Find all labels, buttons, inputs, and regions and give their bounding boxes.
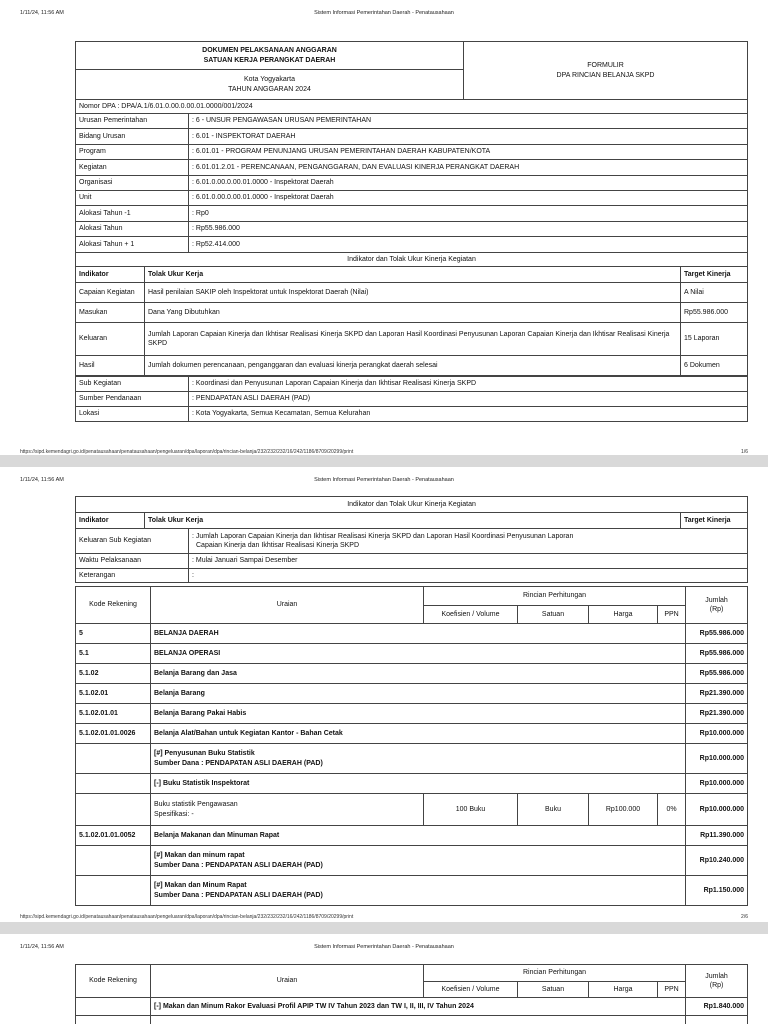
table-row <box>76 744 748 774</box>
col-satuan: Satuan <box>518 606 589 624</box>
table-row <box>76 724 748 744</box>
group-jumlah: Rp10.240.000 <box>686 846 748 876</box>
page-3 <box>0 934 768 1024</box>
jumlah-cell: Rp55.986.000 <box>686 644 748 664</box>
uraian-cell: Belanja Alat/Bahan untuk Kegiatan Kantor - Bahan Cetak <box>151 724 686 744</box>
col-harga: Harga <box>589 606 658 624</box>
table-row <box>76 774 748 794</box>
indikator-row <box>76 283 748 303</box>
print-timestamp: 1/11/24, 11:56 AM <box>20 944 64 950</box>
col-kode-rekening: Kode Rekening <box>76 965 151 998</box>
col-koefisien: Koefisien / Volume <box>424 982 518 998</box>
info-value: : 6.01.0.00.0.00.01.0000 - Inspektorat Daerah <box>189 190 748 205</box>
jumlah-cell: Rp55.986.000 <box>686 624 748 644</box>
info-label: Organisasi <box>76 175 189 190</box>
col-jumlah: Jumlah (Rp) <box>686 965 748 998</box>
jumlah-cell: Rp11.390.000 <box>686 826 748 846</box>
col-jumlah: Jumlah (Rp) <box>686 587 748 624</box>
info-value: : Rp0 <box>189 206 748 221</box>
table-row <box>76 826 748 846</box>
table-row <box>76 998 748 1016</box>
print-title: Sistem Informasi Pemerintahan Daerah - Penatausahaan <box>314 944 454 950</box>
uraian-cell: Belanja Barang dan Jasa <box>151 664 686 684</box>
info-row <box>76 144 748 159</box>
info-value: : 6 - UNSUR PENGAWASAN URUSAN PEMERINTAHAN <box>189 114 748 129</box>
group-penyusunan-buku: [#] Penyusunan Buku Statistik Sumber Dana : PENDAPATAN ASLI DAERAH (PAD) <box>151 744 686 774</box>
indikator-row <box>76 323 748 356</box>
col-target-kinerja: Target Kinerja <box>681 267 748 283</box>
sub-info-value: : Koordinasi dan Penyusunan Laporan Capaian Kinerja dan Ikhtisar Realisasi Kinerja SKPD <box>189 377 748 392</box>
col-rincian-perhitungan: Rincian Perhitungan <box>424 587 686 606</box>
col-rincian-perhitungan: Rincian Perhitungan <box>424 965 686 982</box>
info-value: : 6.01.01 - PROGRAM PENUNJANG URUSAN PEMERINTAHAN DAERAH KABUPATEN/KOTA <box>189 144 748 159</box>
indikator-cell: Masukan <box>76 303 145 323</box>
form-block <box>464 42 748 100</box>
sub-info-row <box>76 377 748 392</box>
group-jumlah: Rp1.150.000 <box>686 876 748 906</box>
info-value: : 6.01.01.2.01 - PERENCANAAN, PENGANGGARAN, DAN EVALUASI KINERJA PERANGKAT DAERAH <box>189 160 748 175</box>
group-jumlah: Rp10.000.000 <box>686 744 748 774</box>
col-ppn: PPN <box>658 606 686 624</box>
sub-info-label: Sub Kegiatan <box>76 377 189 392</box>
info-row <box>76 160 748 175</box>
item-uraian: Buku statistik Pengawasan Spesifikasi: - <box>151 794 424 826</box>
dpa-header-table <box>75 41 748 100</box>
sub-info-label: Sumber Pendanaan <box>76 392 189 407</box>
rincian-table <box>75 586 748 906</box>
print-timestamp: 1/11/24, 11:56 AM <box>20 10 64 16</box>
nomor-dpa: Nomor DPA : DPA/A.1/6.01.0.00.0.00.01.0000/001/2024 <box>76 100 748 114</box>
sub-info-row <box>76 392 748 407</box>
col-uraian: Uraian <box>151 587 424 624</box>
kode-cell: 5.1.02.01.01.0026 <box>76 724 151 744</box>
indikator-row <box>76 303 748 323</box>
info-label: Alokasi Tahun <box>76 221 189 236</box>
col-tolak-ukur: Tolak Ukur Kerja <box>145 513 681 529</box>
city: Kota Yogyakarta <box>244 76 295 84</box>
page-number: 2/6 <box>741 914 748 920</box>
indikator-cell: Keluaran <box>76 323 145 356</box>
sub-info-table <box>75 376 748 422</box>
info-row <box>76 129 748 144</box>
info-row <box>76 237 748 252</box>
indikator-section-title: Indikator dan Tolak Ukur Kinerja Kegiatan <box>76 497 748 513</box>
col-tolak-ukur: Tolak Ukur Kerja <box>145 267 681 283</box>
kode-cell: 5.1.02 <box>76 664 151 684</box>
keterangan-label: Keterangan <box>76 569 189 583</box>
indikator-row <box>76 356 748 376</box>
info-label: Urusan Pemerintahan <box>76 114 189 129</box>
table-row <box>76 704 748 724</box>
dpa-info-table <box>75 99 748 114</box>
sub-info-value: : Kota Yogyakarta, Semua Kecamatan, Semua Kelurahan <box>189 407 748 422</box>
info-label: Program <box>76 144 189 159</box>
sub-info-value: : PENDAPATAN ASLI DAERAH (PAD) <box>189 392 748 407</box>
item-ppn: 0% <box>658 794 686 826</box>
tolak-ukur-cell: Jumlah Laporan Capaian Kinerja dan Ikhtisar Realisasi Kinerja SKPD dan Laporan Hasil Koordinasi Penyusunan Laporan Capaian Kinerja dan Ikhtisar Realisasi Kinerja SKPD <box>145 323 681 356</box>
uraian-cell: Belanja Barang Pakai Habis <box>151 704 686 724</box>
target-cell: 6 Dokumen <box>681 356 748 376</box>
table-row <box>76 846 748 876</box>
table-row <box>76 624 748 644</box>
jumlah-cell: Rp10.000.000 <box>686 724 748 744</box>
tolak-ukur-cell: Dana Yang Dibutuhkan <box>145 303 681 323</box>
info-label: Bidang Urusan <box>76 129 189 144</box>
col-indikator: Indikator <box>76 513 145 529</box>
info-value: : Rp55.986.000 <box>189 221 748 236</box>
info-value: : Rp52.414.000 <box>189 237 748 252</box>
fiscal-year: TAHUN ANGGARAN 2024 <box>228 85 311 93</box>
uraian-cell: BELANJA OPERASI <box>151 644 686 664</box>
table-row <box>76 644 748 664</box>
col-satuan: Satuan <box>518 982 589 998</box>
uraian-cell: BELANJA DAERAH <box>151 624 686 644</box>
sub-info-label: Lokasi <box>76 407 189 422</box>
info-label: Alokasi Tahun + 1 <box>76 237 189 252</box>
form-name: DPA RINCIAN BELANJA SKPD <box>556 71 655 79</box>
keluaran-sub-label: Keluaran Sub Kegiatan <box>76 529 189 554</box>
print-title: Sistem Informasi Pemerintahan Daerah - Penatausahaan <box>314 477 454 483</box>
jumlah-cell: Rp21.390.000 <box>686 704 748 724</box>
indikator-cell: Capaian Kegiatan <box>76 283 145 303</box>
info-label: Kegiatan <box>76 160 189 175</box>
print-url: https://sipd.kemendagri.go.id/penatausahaan/penatausahaan/pengeluaran/dpa/laporan/dpa/rincian-belanja/232/232/232/16/242/1186/8709/20299/print <box>20 449 354 455</box>
group-makan-minum-rapat: [#] Makan dan Minum Rapat Sumber Dana : PENDAPATAN ASLI DAERAH (PAD) <box>151 876 686 906</box>
col-target-kinerja: Target Kinerja <box>681 513 748 529</box>
target-cell: Rp55.986.000 <box>681 303 748 323</box>
uraian-cell: Belanja Barang <box>151 684 686 704</box>
subgroup-jumlah: Rp1.840.000 <box>686 998 748 1016</box>
table-row <box>76 876 748 906</box>
target-cell: A Nilai <box>681 283 748 303</box>
item-harga: Rp100.000 <box>589 794 658 826</box>
info-row <box>76 190 748 205</box>
kode-cell: 5.1.02.01.01 <box>76 704 151 724</box>
table-row <box>76 1016 748 1024</box>
indikator-table-2 <box>75 496 748 583</box>
kode-cell: 5.1.02.01.01.0052 <box>76 826 151 846</box>
page-1 <box>0 0 768 455</box>
waktu-value: : Mulai Januari Sampai Desember <box>189 554 748 569</box>
tolak-ukur-cell: Hasil penilaian SAKIP oleh Inspektorat untuk Inspektorat Daerah (Nilai) <box>145 283 681 303</box>
jumlah-cell: Rp55.986.000 <box>686 664 748 684</box>
table-row <box>76 684 748 704</box>
col-harga: Harga <box>589 982 658 998</box>
info-rows-table <box>75 113 748 253</box>
tolak-ukur-cell: Jumlah dokumen perencanaan, penganggaran dan evaluasi kinerja perangkat daerah selesai <box>145 356 681 376</box>
table-row <box>76 664 748 684</box>
doc-title: DOKUMEN PELAKSANAAN ANGGARAN SATUAN KERJA PERANGKAT DAERAH <box>76 42 464 70</box>
item-satuan: Buku <box>518 794 589 826</box>
print-title: Sistem Informasi Pemerintahan Daerah - Penatausahaan <box>314 10 454 16</box>
group-makan-minum: [#] Makan dan minum rapat Sumber Dana : PENDAPATAN ASLI DAERAH (PAD) <box>151 846 686 876</box>
print-url: https://sipd.kemendagri.go.id/penatausahaan/penatausahaan/pengeluaran/dpa/laporan/dpa/rincian-belanja/232/232/232/16/242/1186/8709/20299/print <box>20 914 354 920</box>
info-value: : 6.01.0.00.0.00.01.0000 - Inspektorat Daerah <box>189 175 748 190</box>
print-timestamp: 1/11/24, 11:56 AM <box>20 477 64 483</box>
target-cell: 15 Laporan <box>681 323 748 356</box>
uraian-cell: Belanja Makanan dan Minuman Rapat <box>151 826 686 846</box>
col-uraian: Uraian <box>151 965 424 998</box>
col-kode-rekening: Kode Rekening <box>76 587 151 624</box>
info-row <box>76 221 748 236</box>
table-row <box>76 794 748 826</box>
subgroup-jumlah: Rp10.000.000 <box>686 774 748 794</box>
page-2 <box>0 467 768 922</box>
indikator-table <box>75 252 748 376</box>
keterangan-value: : <box>189 569 748 583</box>
item-jumlah: Rp10.000.000 <box>686 794 748 826</box>
kode-cell: 5.1.02.01 <box>76 684 151 704</box>
col-ppn: PPN <box>658 982 686 998</box>
info-label: Alokasi Tahun -1 <box>76 206 189 221</box>
item-koefisien: 100 Buku <box>424 794 518 826</box>
col-indikator: Indikator <box>76 267 145 283</box>
info-row <box>76 206 748 221</box>
jumlah-cell: Rp21.390.000 <box>686 684 748 704</box>
subgroup-buku-statistik: [-] Buku Statistik Inspektorat <box>151 774 686 794</box>
info-row <box>76 114 748 129</box>
info-value: : 6.01 - INSPEKTORAT DAERAH <box>189 129 748 144</box>
kode-cell: 5.1 <box>76 644 151 664</box>
indikator-section-title: Indikator dan Tolak Ukur Kinerja Kegiatan <box>76 253 748 267</box>
city-year <box>76 70 464 100</box>
page-number: 1/6 <box>741 449 748 455</box>
form-label: FORMULIR <box>587 62 624 70</box>
info-label: Unit <box>76 190 189 205</box>
subgroup-makan-minum-rakor: [-] Makan dan Minum Rakor Evaluasi Profil APIP TW IV Tahun 2023 dan TW I, II, III, IV Tahun 2024 <box>151 998 686 1016</box>
keluaran-sub-value: : Jumlah Laporan Capaian Kinerja dan Ikhtisar Realisasi Kinerja SKPD dan Laporan Hasil Koordinasi Penyusunan Laporan Capaian Kinerja dan Ikhtisar Realisasi Kinerja SKPD <box>189 529 748 554</box>
indikator-cell: Hasil <box>76 356 145 376</box>
info-row <box>76 175 748 190</box>
rincian-table-3 <box>75 964 748 1024</box>
kode-cell: 5 <box>76 624 151 644</box>
waktu-label: Waktu Pelaksanaan <box>76 554 189 569</box>
col-koefisien: Koefisien / Volume <box>424 606 518 624</box>
sub-info-row <box>76 407 748 422</box>
